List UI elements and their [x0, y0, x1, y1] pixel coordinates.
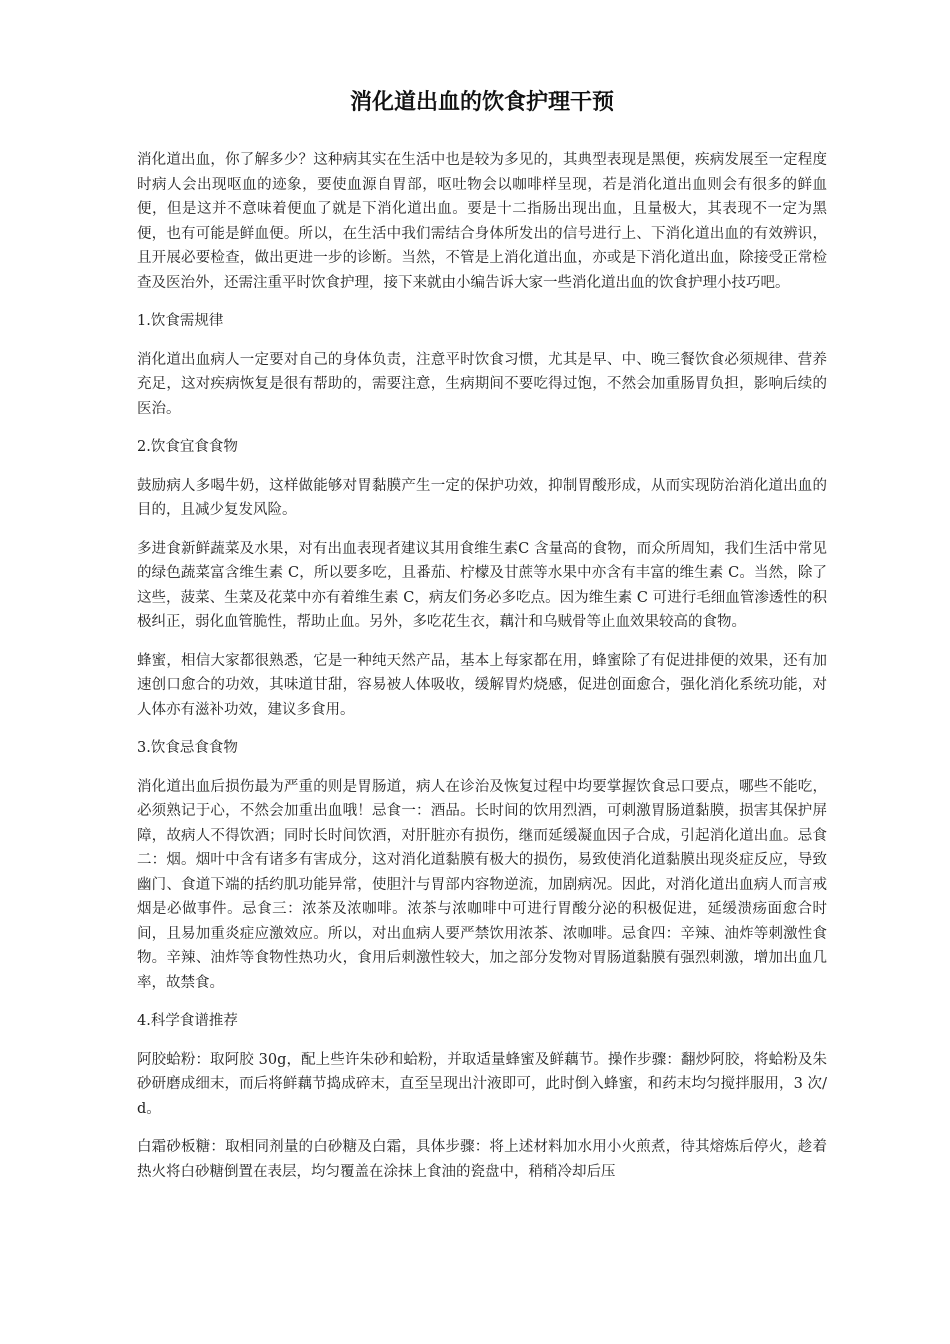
- document-page: [137, 88, 827, 1198]
- paragraph: 消化道出血病人一定要对自己的身体负责，注意平时饮食习惯，尤其是早、中、晚三餐饮食必须规律、营养充足，这对疾病恢复是很有帮助的，需要注意，生病期间不要吃得过饱，不然会加重肠胃负担，影响后续的医治。: [137, 351, 827, 417]
- paragraph: 蜂蜜，相信大家都很熟悉，它是一种纯天然产品，基本上每家都在用，蜂蜜除了有促进排便的效果，还有加速创口愈合的功效，其味道甘甜，容易被人体吸收，缓解胃灼烧感，促进创面愈合，强化消化系统功能，对人体亦有滋补功效，建议多食用。: [137, 652, 827, 718]
- page-title: 消化道出血的饮食护理干预: [349, 90, 614, 115]
- paragraph: 消化道出血，你了解多少？这种病其实在生活中也是较为多见的，其典型表现是黑便，疾病发展至一定程度时病人会出现呕血的迹象，要使血源自胃部，呕吐物会以咖啡样呈现，若是消化道出血则会有很多的鲜血便，但是这并不意味着便血了就是下消化道出血。要是十二指肠出现出血，且量极大，其表现不一定为黑便，也有可能是鲜血便。所以，在生活中我们需结合身体所发出的信号进行上、下消化道出血的有效辨识，且开展必要检查，做出更进一步的诊断。当然，不管是上消化道出血，亦或是下消化道出血，除接受正常检查及医治外，还需注重平时饮食护理，接下来就由小编告诉大家一些消化道出血的饮食护理小技巧吧。: [137, 152, 827, 291]
- section-heading: 3.饮食忌食食物: [137, 740, 238, 756]
- paragraph: 多进食新鲜蔬菜及水果，对有出血表现者建议其用食维生素C 含量高的食物，而众所周知，我们生活中常见的绿色蔬菜富含维生素 C，所以要多吃，且番茄、柠檬及甘蔗等水果中亦含有丰富的维生素 C。当然，除了这些，菠菜、生菜及花菜中亦有着维生素 C，病友们务必多吃点。因为维生素 C 可进行毛细血管渗透性的积极纠正，弱化血管脆性，帮助止血。另外，多吃花生衣，藕汁和乌贼骨等止血效果较高的食物。: [137, 540, 827, 630]
- section-heading: 4.科学食谱推荐: [137, 1013, 238, 1029]
- section-heading: 1.饮食需规律: [137, 313, 224, 329]
- paragraph: 白霜砂板糖：取相同剂量的白砂糖及白霜，具体步骤：将上述材料加水用小火煎煮，待其熔炼后停火，趁着热火将白砂糖倒置在表层，均匀覆盖在涂抹上食油的瓷盘中，稍稍冷却后压: [137, 1139, 827, 1180]
- paragraph: 鼓励病人多喝牛奶，这样做能够对胃黏膜产生一定的保护功效，抑制胃酸形成，从而实现防治消化道出血的目的，且减少复发风险。: [137, 477, 827, 518]
- paragraph: 消化道出血后损伤最为严重的则是胃肠道，病人在诊治及恢复过程中均要掌握饮食忌口要点，哪些不能吃，必须熟记于心，不然会加重出血哦！忌食一：酒品。长时间的饮用烈酒，可刺激胃肠道黏膜，损害其保护屏障，故病人不得饮酒；同时长时间饮酒，对肝脏亦有损伤，继而延缓凝血因子合成，引起消化道出血。忌食二：烟。烟叶中含有诸多有害成分，这对消化道黏膜有极大的损伤，易致使消化道黏膜出现炎症反应，导致幽门、食道下端的括约肌功能异常，使胆汁与胃部内容物逆流，加剧病况。因此，对消化道出血病人而言戒烟是必做事件。忌食三：浓茶及浓咖啡。浓茶与浓咖啡中可进行胃酸分泌的积极促进，延缓溃疡面愈合时间，且易加重炎症应激效应。所以，对出血病人要严禁饮用浓茶、浓咖啡。忌食四：辛辣、油炸等刺激性食物。辛辣、油炸等食物性热功火，食用后刺激性较大，加之部分发物对胃肠道黏膜有强烈刺激，增加出血几率，故禁食。: [137, 778, 827, 991]
- paragraph: 阿胶蛤粉：取阿胶 30g，配上些许朱砂和蛤粉，并取适量蜂蜜及鲜藕节。操作步骤：翻炒阿胶，将蛤粉及朱砂研磨成细末，而后将鲜藕节捣成碎末，直至呈现出汁液即可，此时倒入蜂蜜，和药末均匀搅拌服用，3 次/d。: [137, 1051, 827, 1117]
- section-heading: 2.饮食宜食食物: [137, 439, 238, 455]
- document-body: [137, 148, 827, 1184]
